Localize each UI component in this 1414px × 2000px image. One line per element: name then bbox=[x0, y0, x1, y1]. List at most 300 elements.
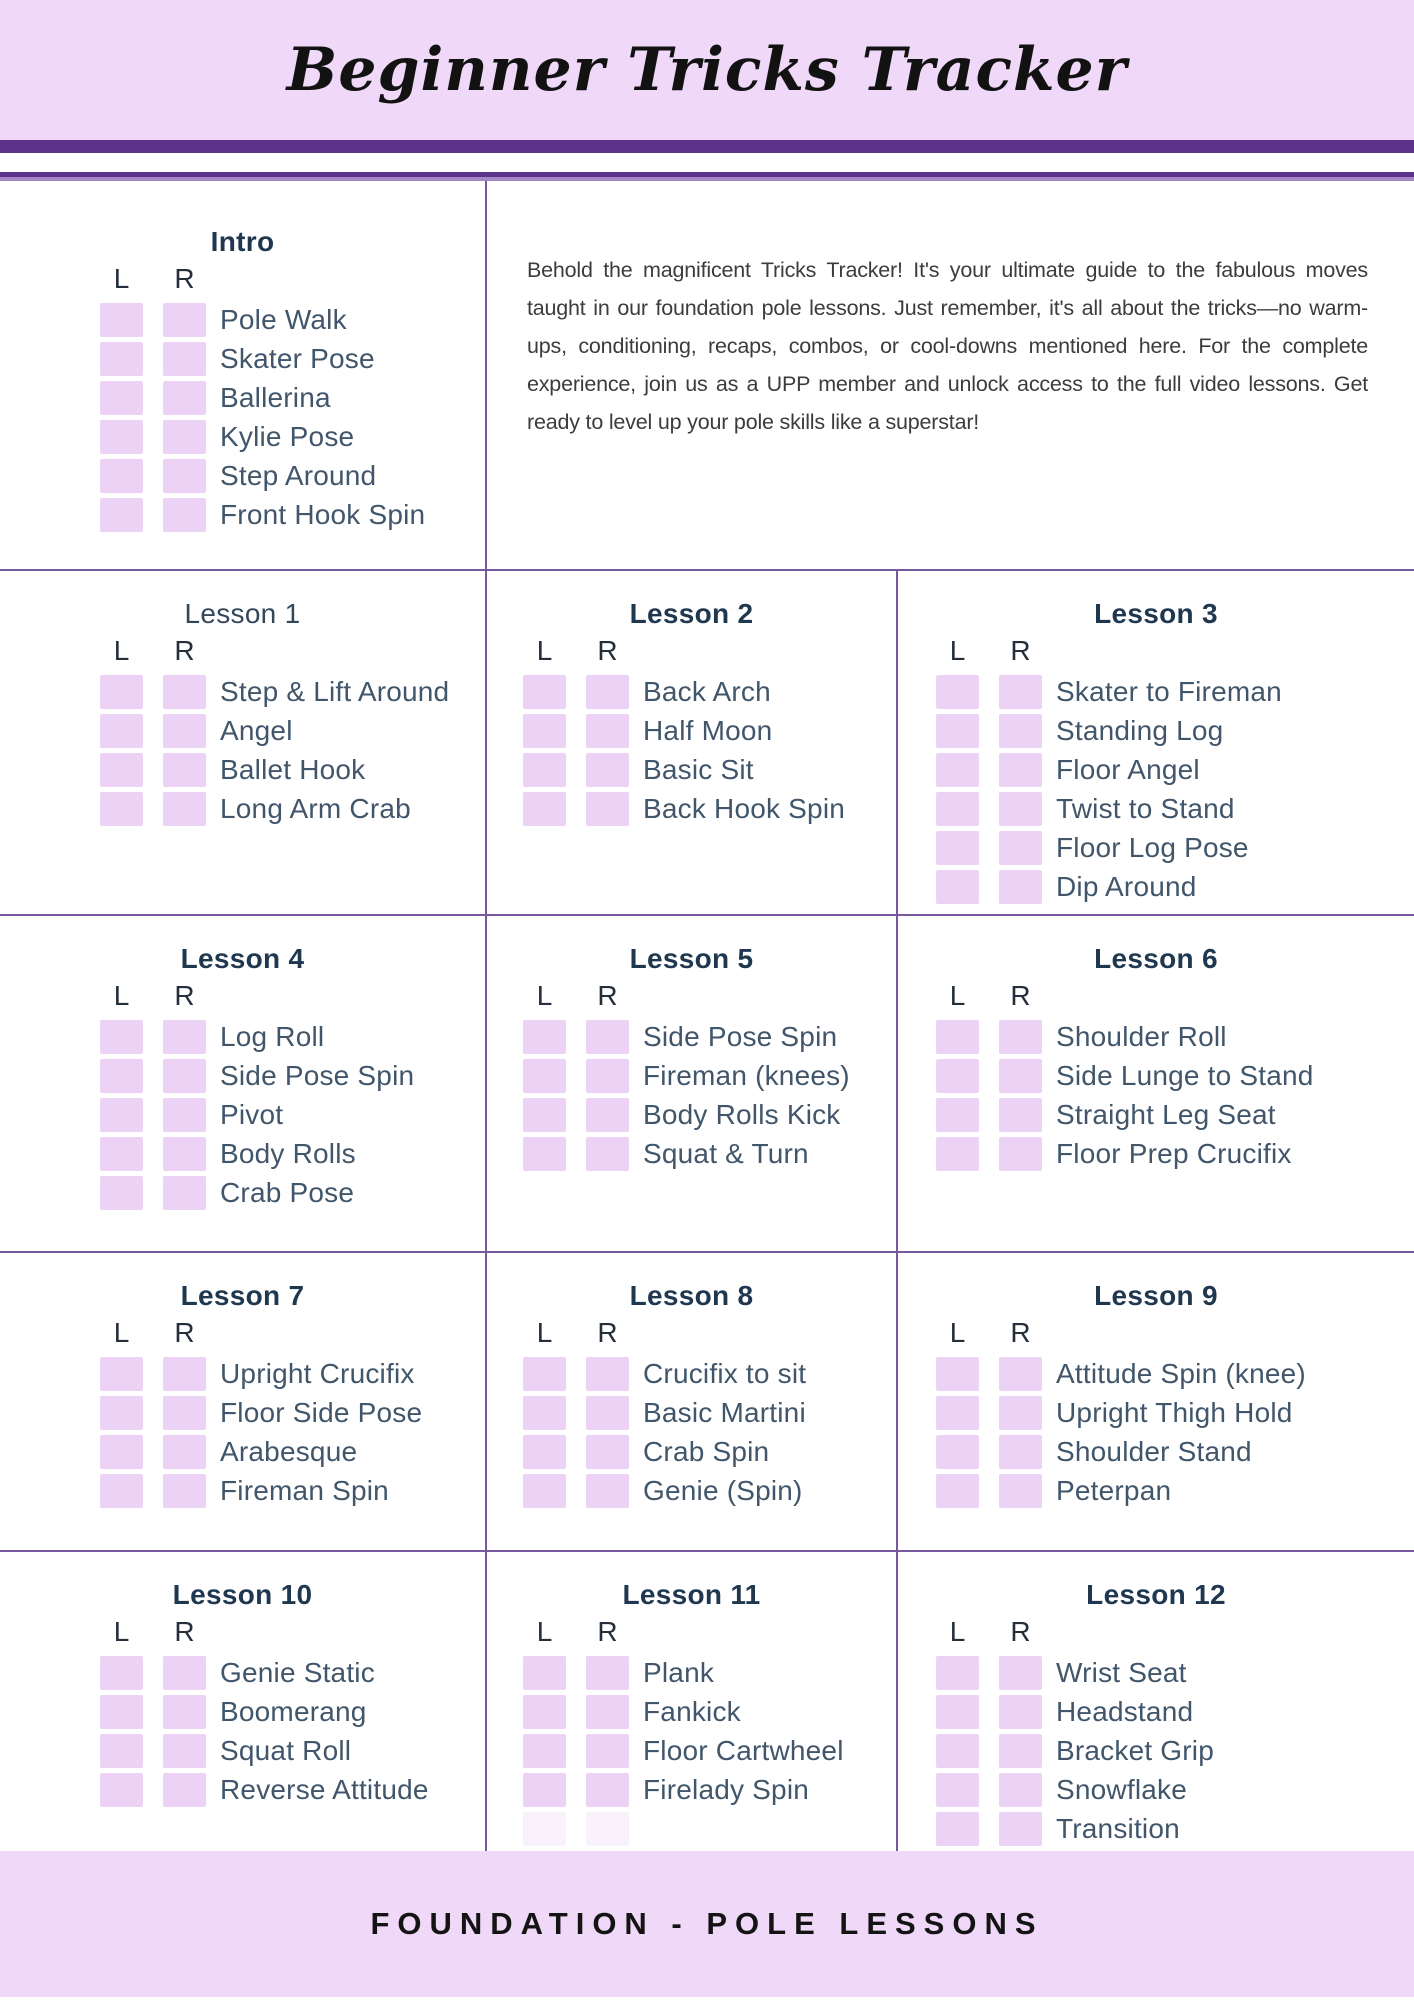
checkbox-right[interactable] bbox=[999, 1474, 1042, 1508]
checkbox-right[interactable] bbox=[163, 303, 206, 337]
trick-row bbox=[523, 1734, 896, 1768]
trick-row bbox=[100, 1396, 485, 1430]
trick-row bbox=[523, 714, 896, 748]
trick-label: Ballet Hook bbox=[220, 754, 366, 785]
checkbox-left[interactable] bbox=[523, 1357, 566, 1391]
checkbox-left[interactable] bbox=[523, 1137, 566, 1171]
checkbox-right[interactable] bbox=[586, 1059, 629, 1093]
checkbox-left[interactable] bbox=[936, 753, 979, 787]
trick-row bbox=[100, 459, 485, 493]
trick-row bbox=[936, 1474, 1414, 1508]
lesson-title: Lesson 11 bbox=[622, 1579, 761, 1610]
lr-header bbox=[100, 1317, 485, 1349]
checkbox-right[interactable] bbox=[163, 1396, 206, 1430]
trick-row bbox=[100, 1773, 485, 1807]
divider-gap bbox=[0, 153, 1414, 172]
trick-label: Step & Lift Around bbox=[220, 676, 450, 707]
checkbox-right[interactable] bbox=[999, 1357, 1042, 1391]
lr-label-left: L bbox=[536, 1317, 553, 1348]
page-title: Beginner Tricks Tracker bbox=[286, 35, 1128, 105]
lr-header bbox=[936, 980, 1414, 1012]
trick-row bbox=[100, 498, 485, 532]
trick-label: Floor Prep Crucifix bbox=[1056, 1138, 1292, 1169]
trick-label: Headstand bbox=[1056, 1696, 1194, 1727]
lr-header bbox=[936, 1317, 1414, 1349]
checkbox-right[interactable] bbox=[586, 753, 629, 787]
trick-row bbox=[523, 1656, 896, 1690]
checkbox-right[interactable] bbox=[163, 1357, 206, 1391]
lesson-section bbox=[0, 1251, 487, 1550]
trick-label: Pole Walk bbox=[220, 304, 347, 335]
checkbox-right[interactable] bbox=[163, 1695, 206, 1729]
lesson-title: Lesson 8 bbox=[629, 1280, 754, 1311]
trick-row bbox=[100, 381, 485, 415]
checkbox-right[interactable] bbox=[586, 714, 629, 748]
trick-label: Bracket Grip bbox=[1056, 1735, 1214, 1766]
checkbox-right[interactable] bbox=[999, 1734, 1042, 1768]
checkbox-right[interactable] bbox=[163, 1656, 206, 1690]
trick-row bbox=[100, 1435, 485, 1469]
lesson-title: Lesson 2 bbox=[629, 598, 754, 629]
lesson-title: Lesson 6 bbox=[1094, 943, 1218, 974]
trick-row bbox=[936, 1059, 1414, 1093]
trick-row bbox=[523, 792, 896, 826]
title-banner bbox=[0, 0, 1414, 140]
trick-row bbox=[936, 753, 1414, 787]
trick-label: Upright Thigh Hold bbox=[1056, 1397, 1293, 1428]
checkbox-right[interactable] bbox=[999, 1435, 1042, 1469]
checkbox-left[interactable] bbox=[936, 1357, 979, 1391]
trick-label: Pivot bbox=[220, 1099, 284, 1130]
lr-label-right: R bbox=[1010, 1317, 1031, 1348]
checkbox-right[interactable] bbox=[999, 1020, 1042, 1054]
trick-label: Back Hook Spin bbox=[643, 793, 846, 824]
checkbox-left[interactable] bbox=[100, 420, 143, 454]
trick-row bbox=[100, 1059, 485, 1093]
trick-label: Basic Martini bbox=[643, 1397, 806, 1428]
trick-row bbox=[100, 1176, 485, 1210]
lr-label-left: L bbox=[113, 635, 130, 666]
trick-label: Log Roll bbox=[220, 1021, 325, 1052]
checkbox-left[interactable] bbox=[100, 1396, 143, 1430]
lesson-title: Lesson 7 bbox=[180, 1280, 305, 1311]
checkbox-left[interactable] bbox=[936, 1059, 979, 1093]
checkbox-right[interactable] bbox=[999, 753, 1042, 787]
checkbox-left[interactable] bbox=[100, 714, 143, 748]
trick-label: Shoulder Stand bbox=[1056, 1436, 1252, 1467]
checkbox-right[interactable] bbox=[163, 1137, 206, 1171]
lesson-title: Lesson 12 bbox=[1086, 1579, 1226, 1610]
trick-label: Body Rolls Kick bbox=[643, 1099, 841, 1130]
trick-label: Angel bbox=[220, 715, 293, 746]
lr-label-right: R bbox=[1010, 1616, 1031, 1647]
checkbox-right[interactable] bbox=[586, 1396, 629, 1430]
trick-label: Long Arm Crab bbox=[220, 793, 411, 824]
trick-label: Standing Log bbox=[1056, 715, 1224, 746]
trick-row bbox=[100, 1357, 485, 1391]
lr-header bbox=[523, 1317, 896, 1349]
trick-label: Twist to Stand bbox=[1056, 793, 1235, 824]
trick-label: Floor Cartwheel bbox=[643, 1735, 844, 1766]
lr-label-right: R bbox=[597, 635, 618, 666]
lr-header bbox=[936, 1616, 1414, 1648]
trick-row bbox=[523, 1396, 896, 1430]
trick-label: Half Moon bbox=[643, 715, 773, 746]
checkbox-left[interactable] bbox=[100, 1137, 143, 1171]
checkbox-left[interactable] bbox=[936, 1098, 979, 1132]
checkbox-right[interactable] bbox=[163, 498, 206, 532]
checkbox-right[interactable] bbox=[999, 1137, 1042, 1171]
trick-label: Squat Roll bbox=[220, 1735, 352, 1766]
trick-row bbox=[936, 1098, 1414, 1132]
checkbox-left[interactable] bbox=[936, 1812, 979, 1846]
lr-header bbox=[100, 635, 485, 667]
trick-label: Crab Pose bbox=[220, 1177, 355, 1208]
trick-row bbox=[100, 714, 485, 748]
trick-label: Floor Log Pose bbox=[1056, 832, 1249, 863]
trick-row bbox=[523, 753, 896, 787]
checkbox-right[interactable] bbox=[999, 870, 1042, 904]
trick-row bbox=[100, 1137, 485, 1171]
trick-label: Wrist Seat bbox=[1056, 1657, 1187, 1688]
trick-row bbox=[100, 1734, 485, 1768]
checkbox-right[interactable] bbox=[163, 381, 206, 415]
checkbox-right[interactable] bbox=[586, 1435, 629, 1469]
lr-label-right: R bbox=[597, 980, 618, 1011]
lesson-section bbox=[0, 569, 487, 914]
checkbox-left[interactable] bbox=[936, 792, 979, 826]
checkbox-left[interactable] bbox=[523, 1396, 566, 1430]
checkbox-left[interactable] bbox=[523, 1020, 566, 1054]
checkbox-left[interactable] bbox=[523, 1734, 566, 1768]
trick-row bbox=[523, 1474, 896, 1508]
lesson-section bbox=[487, 569, 898, 914]
trick-row bbox=[100, 1474, 485, 1508]
lesson-section bbox=[0, 1550, 487, 1851]
checkbox-right[interactable] bbox=[163, 1098, 206, 1132]
lesson-title: Lesson 4 bbox=[180, 943, 305, 974]
checkbox-right[interactable] bbox=[999, 1098, 1042, 1132]
trick-label: Upright Crucifix bbox=[220, 1358, 415, 1389]
trick-label: Ballerina bbox=[220, 382, 331, 413]
checkbox-right[interactable] bbox=[999, 792, 1042, 826]
checkbox-left[interactable] bbox=[523, 1474, 566, 1508]
checkbox-left[interactable] bbox=[936, 831, 979, 865]
trick-row bbox=[523, 675, 896, 709]
lr-label-left: L bbox=[113, 1317, 130, 1348]
checkbox-left[interactable] bbox=[936, 1474, 979, 1508]
checkbox-right[interactable] bbox=[999, 1656, 1042, 1690]
checkbox-right[interactable] bbox=[163, 1474, 206, 1508]
checkbox-right[interactable] bbox=[586, 1020, 629, 1054]
checkbox-left[interactable] bbox=[523, 1695, 566, 1729]
lr-header bbox=[523, 1616, 896, 1648]
trick-label: Back Arch bbox=[643, 676, 771, 707]
trick-row bbox=[936, 1396, 1414, 1430]
checkbox-left[interactable] bbox=[100, 753, 143, 787]
checkbox-right[interactable] bbox=[586, 792, 629, 826]
checkbox-left[interactable] bbox=[936, 714, 979, 748]
lesson-title: Lesson 3 bbox=[1094, 598, 1218, 629]
checkbox-left[interactable] bbox=[523, 1435, 566, 1469]
checkbox-left[interactable] bbox=[100, 1059, 143, 1093]
trick-row bbox=[936, 675, 1414, 709]
lesson-section bbox=[487, 1550, 898, 1851]
checkbox-left[interactable] bbox=[936, 1435, 979, 1469]
trick-row bbox=[100, 342, 485, 376]
lesson-title: Lesson 9 bbox=[1094, 1280, 1218, 1311]
footer bbox=[0, 1851, 1414, 1997]
lr-label-left: L bbox=[536, 635, 553, 666]
trick-label: Genie (Spin) bbox=[643, 1475, 803, 1506]
checkbox-right[interactable] bbox=[586, 675, 629, 709]
lr-label-right: R bbox=[174, 980, 195, 1011]
trick-row bbox=[523, 1137, 896, 1171]
lr-label-left: L bbox=[949, 635, 966, 666]
trick-label: Step Around bbox=[220, 460, 377, 491]
trick-label: Shoulder Roll bbox=[1056, 1021, 1227, 1052]
trick-label: Side Pose Spin bbox=[643, 1021, 838, 1052]
checkbox-left[interactable] bbox=[936, 675, 979, 709]
intro-title: Intro bbox=[210, 226, 275, 257]
checkbox-right[interactable] bbox=[163, 459, 206, 493]
checkbox-left[interactable] bbox=[523, 753, 566, 787]
trick-label: Firelady Spin bbox=[643, 1774, 810, 1805]
trick-label: Straight Leg Seat bbox=[1056, 1099, 1276, 1130]
checkbox-right[interactable] bbox=[586, 1137, 629, 1171]
checkbox-left[interactable] bbox=[523, 1059, 566, 1093]
checkbox-right[interactable] bbox=[999, 831, 1042, 865]
checkbox-left[interactable] bbox=[100, 1176, 143, 1210]
trick-row bbox=[936, 1812, 1414, 1846]
checkbox-right[interactable] bbox=[586, 1098, 629, 1132]
lr-label-left: L bbox=[536, 1616, 553, 1647]
divider-stripe-bottom bbox=[0, 172, 1414, 181]
checkbox-left[interactable] bbox=[100, 1773, 143, 1807]
checkbox-right[interactable] bbox=[163, 420, 206, 454]
trick-row bbox=[100, 1098, 485, 1132]
checkbox-left[interactable] bbox=[936, 1020, 979, 1054]
checkbox-right[interactable] bbox=[163, 714, 206, 748]
lr-label-right: R bbox=[1010, 980, 1031, 1011]
trick-row bbox=[936, 831, 1414, 865]
lr-label-right: R bbox=[597, 1317, 618, 1348]
checkbox-right[interactable] bbox=[999, 1396, 1042, 1430]
trick-row bbox=[100, 1020, 485, 1054]
checkbox-right[interactable] bbox=[163, 1176, 206, 1210]
trick-label: Body Rolls bbox=[220, 1138, 356, 1169]
trick-label: Boomerang bbox=[220, 1696, 367, 1727]
lr-label-right: R bbox=[1010, 635, 1031, 666]
checkbox-left[interactable] bbox=[523, 1656, 566, 1690]
trick-row bbox=[936, 1773, 1414, 1807]
trick-row bbox=[936, 1656, 1414, 1690]
lr-label-right: R bbox=[174, 263, 195, 294]
checkbox-left[interactable] bbox=[100, 1357, 143, 1391]
checkbox-left[interactable] bbox=[100, 1656, 143, 1690]
trick-label: Floor Side Pose bbox=[220, 1397, 423, 1428]
checkbox-right[interactable] bbox=[586, 1812, 629, 1846]
checkbox-right[interactable] bbox=[999, 714, 1042, 748]
checkbox-left[interactable] bbox=[936, 1773, 979, 1807]
checkbox-left[interactable] bbox=[523, 1812, 566, 1846]
checkbox-right[interactable] bbox=[999, 1773, 1042, 1807]
checkbox-left[interactable] bbox=[100, 675, 143, 709]
trick-row bbox=[523, 1435, 896, 1469]
checkbox-left[interactable] bbox=[100, 1695, 143, 1729]
trick-label: Crab Spin bbox=[643, 1436, 770, 1467]
lr-header bbox=[523, 980, 896, 1012]
trick-label: Skater to Fireman bbox=[1056, 676, 1282, 707]
trick-label: Fankick bbox=[643, 1696, 741, 1727]
trick-row bbox=[100, 420, 485, 454]
checkbox-left[interactable] bbox=[100, 498, 143, 532]
checkbox-left[interactable] bbox=[523, 792, 566, 826]
divider-stripe-top bbox=[0, 140, 1414, 153]
checkbox-right[interactable] bbox=[586, 1773, 629, 1807]
trick-row bbox=[936, 1020, 1414, 1054]
checkbox-right[interactable] bbox=[163, 1020, 206, 1054]
trick-label: Side Lunge to Stand bbox=[1056, 1060, 1314, 1091]
checkbox-left[interactable] bbox=[100, 381, 143, 415]
lr-label-right: R bbox=[174, 1616, 195, 1647]
trick-row bbox=[523, 1773, 896, 1807]
intro-section bbox=[0, 181, 487, 569]
lr-label-left: L bbox=[949, 980, 966, 1011]
trick-label: Side Pose Spin bbox=[220, 1060, 415, 1091]
lesson-section bbox=[898, 914, 1414, 1251]
trick-row bbox=[100, 1656, 485, 1690]
trick-row bbox=[936, 1357, 1414, 1391]
checkbox-right[interactable] bbox=[163, 1773, 206, 1807]
trick-row bbox=[936, 792, 1414, 826]
trick-row bbox=[100, 675, 485, 709]
trick-label: Plank bbox=[643, 1657, 715, 1688]
trick-row bbox=[523, 1098, 896, 1132]
trick-row bbox=[936, 1137, 1414, 1171]
trick-row bbox=[523, 1020, 896, 1054]
checkbox-left[interactable] bbox=[936, 870, 979, 904]
checkbox-left[interactable] bbox=[100, 1020, 143, 1054]
checkbox-left[interactable] bbox=[936, 1695, 979, 1729]
checkbox-right[interactable] bbox=[163, 753, 206, 787]
checkbox-left[interactable] bbox=[100, 1734, 143, 1768]
lr-header bbox=[523, 635, 896, 667]
lr-label-left: L bbox=[113, 1616, 130, 1647]
lesson-section bbox=[898, 569, 1414, 914]
checkbox-left[interactable] bbox=[523, 714, 566, 748]
checkbox-right[interactable] bbox=[999, 1812, 1042, 1846]
trick-label: Basic Sit bbox=[643, 754, 754, 785]
lr-header bbox=[100, 263, 485, 295]
checkbox-right[interactable] bbox=[586, 1695, 629, 1729]
checkbox-left[interactable] bbox=[936, 1656, 979, 1690]
trick-row bbox=[100, 792, 485, 826]
checkbox-right[interactable] bbox=[999, 1695, 1042, 1729]
checkbox-right[interactable] bbox=[163, 1059, 206, 1093]
checkbox-right[interactable] bbox=[163, 1435, 206, 1469]
lr-label-right: R bbox=[597, 1616, 618, 1647]
checkbox-left[interactable] bbox=[100, 459, 143, 493]
lesson-title: Lesson 1 bbox=[184, 598, 301, 629]
trick-row bbox=[523, 1695, 896, 1729]
trick-label: Floor Angel bbox=[1056, 754, 1200, 785]
checkbox-left[interactable] bbox=[100, 1474, 143, 1508]
checkbox-left[interactable] bbox=[100, 342, 143, 376]
checkbox-right[interactable] bbox=[999, 1059, 1042, 1093]
lr-label-left: L bbox=[536, 980, 553, 1011]
trick-label: Attitude Spin (knee) bbox=[1056, 1358, 1306, 1389]
checkbox-right[interactable] bbox=[163, 342, 206, 376]
lr-label-left: L bbox=[113, 980, 130, 1011]
checkbox-left[interactable] bbox=[523, 1098, 566, 1132]
description-paragraph: Behold the magnificent Tricks Tracker! It's your ultimate guide to the fabulous moves taught in our foundation pole lessons. Just remember, it's all about the tricks—no warm-ups, conditioning, recaps, combos, or cool-downs mentioned here. For the complete experience, join us as a UPP member and unlock access to the full video lessons. Get ready to level up your pole skills like a superstar! bbox=[527, 258, 1368, 434]
checkbox-left[interactable] bbox=[523, 1773, 566, 1807]
trick-label: Transition bbox=[1056, 1813, 1180, 1844]
trick-row bbox=[100, 303, 485, 337]
lr-header bbox=[100, 980, 485, 1012]
checkbox-right[interactable] bbox=[999, 675, 1042, 709]
lesson-section bbox=[487, 914, 898, 1251]
trick-label: Crucifix to sit bbox=[643, 1358, 807, 1389]
trick-label: Dip Around bbox=[1056, 871, 1197, 902]
trick-row bbox=[936, 1435, 1414, 1469]
checkbox-left[interactable] bbox=[100, 1098, 143, 1132]
trick-row bbox=[100, 1695, 485, 1729]
lesson-title: Lesson 5 bbox=[629, 943, 754, 974]
trick-label: Peterpan bbox=[1056, 1475, 1172, 1506]
lesson-section bbox=[487, 1251, 898, 1550]
lesson-section bbox=[898, 1550, 1414, 1851]
checkbox-left[interactable] bbox=[100, 303, 143, 337]
trick-label: Arabesque bbox=[220, 1436, 358, 1467]
tracker-grid bbox=[0, 181, 1414, 1851]
trick-label: Snowflake bbox=[1056, 1774, 1187, 1805]
trick-row bbox=[936, 870, 1414, 904]
lesson-section bbox=[0, 914, 487, 1251]
trick-label: Reverse Attitude bbox=[220, 1774, 429, 1805]
checkbox-left[interactable] bbox=[100, 792, 143, 826]
checkbox-left[interactable] bbox=[936, 1734, 979, 1768]
lr-label-left: L bbox=[113, 263, 130, 294]
trick-label: Skater Pose bbox=[220, 343, 375, 374]
checkbox-right[interactable] bbox=[586, 1656, 629, 1690]
trick-label: Genie Static bbox=[220, 1657, 375, 1688]
lr-header bbox=[936, 635, 1414, 667]
trick-row bbox=[523, 1059, 896, 1093]
checkbox-right[interactable] bbox=[163, 1734, 206, 1768]
checkbox-left[interactable] bbox=[936, 1137, 979, 1171]
checkbox-right[interactable] bbox=[586, 1734, 629, 1768]
lr-label-left: L bbox=[949, 1317, 966, 1348]
checkbox-right[interactable] bbox=[163, 792, 206, 826]
checkbox-right[interactable] bbox=[586, 1474, 629, 1508]
trick-row bbox=[936, 1734, 1414, 1768]
checkbox-left[interactable] bbox=[523, 675, 566, 709]
trick-label: Squat & Turn bbox=[643, 1138, 809, 1169]
footer-label: FOUNDATION - POLE LESSONS bbox=[370, 1906, 1044, 1941]
description-section bbox=[487, 181, 1414, 569]
lr-header bbox=[100, 1616, 485, 1648]
trick-row bbox=[100, 753, 485, 787]
trick-row bbox=[523, 1812, 896, 1846]
checkbox-left[interactable] bbox=[100, 1435, 143, 1469]
checkbox-right[interactable] bbox=[586, 1357, 629, 1391]
checkbox-left[interactable] bbox=[936, 1396, 979, 1430]
trick-row bbox=[936, 714, 1414, 748]
lr-label-left: L bbox=[949, 1616, 966, 1647]
checkbox-right[interactable] bbox=[163, 675, 206, 709]
